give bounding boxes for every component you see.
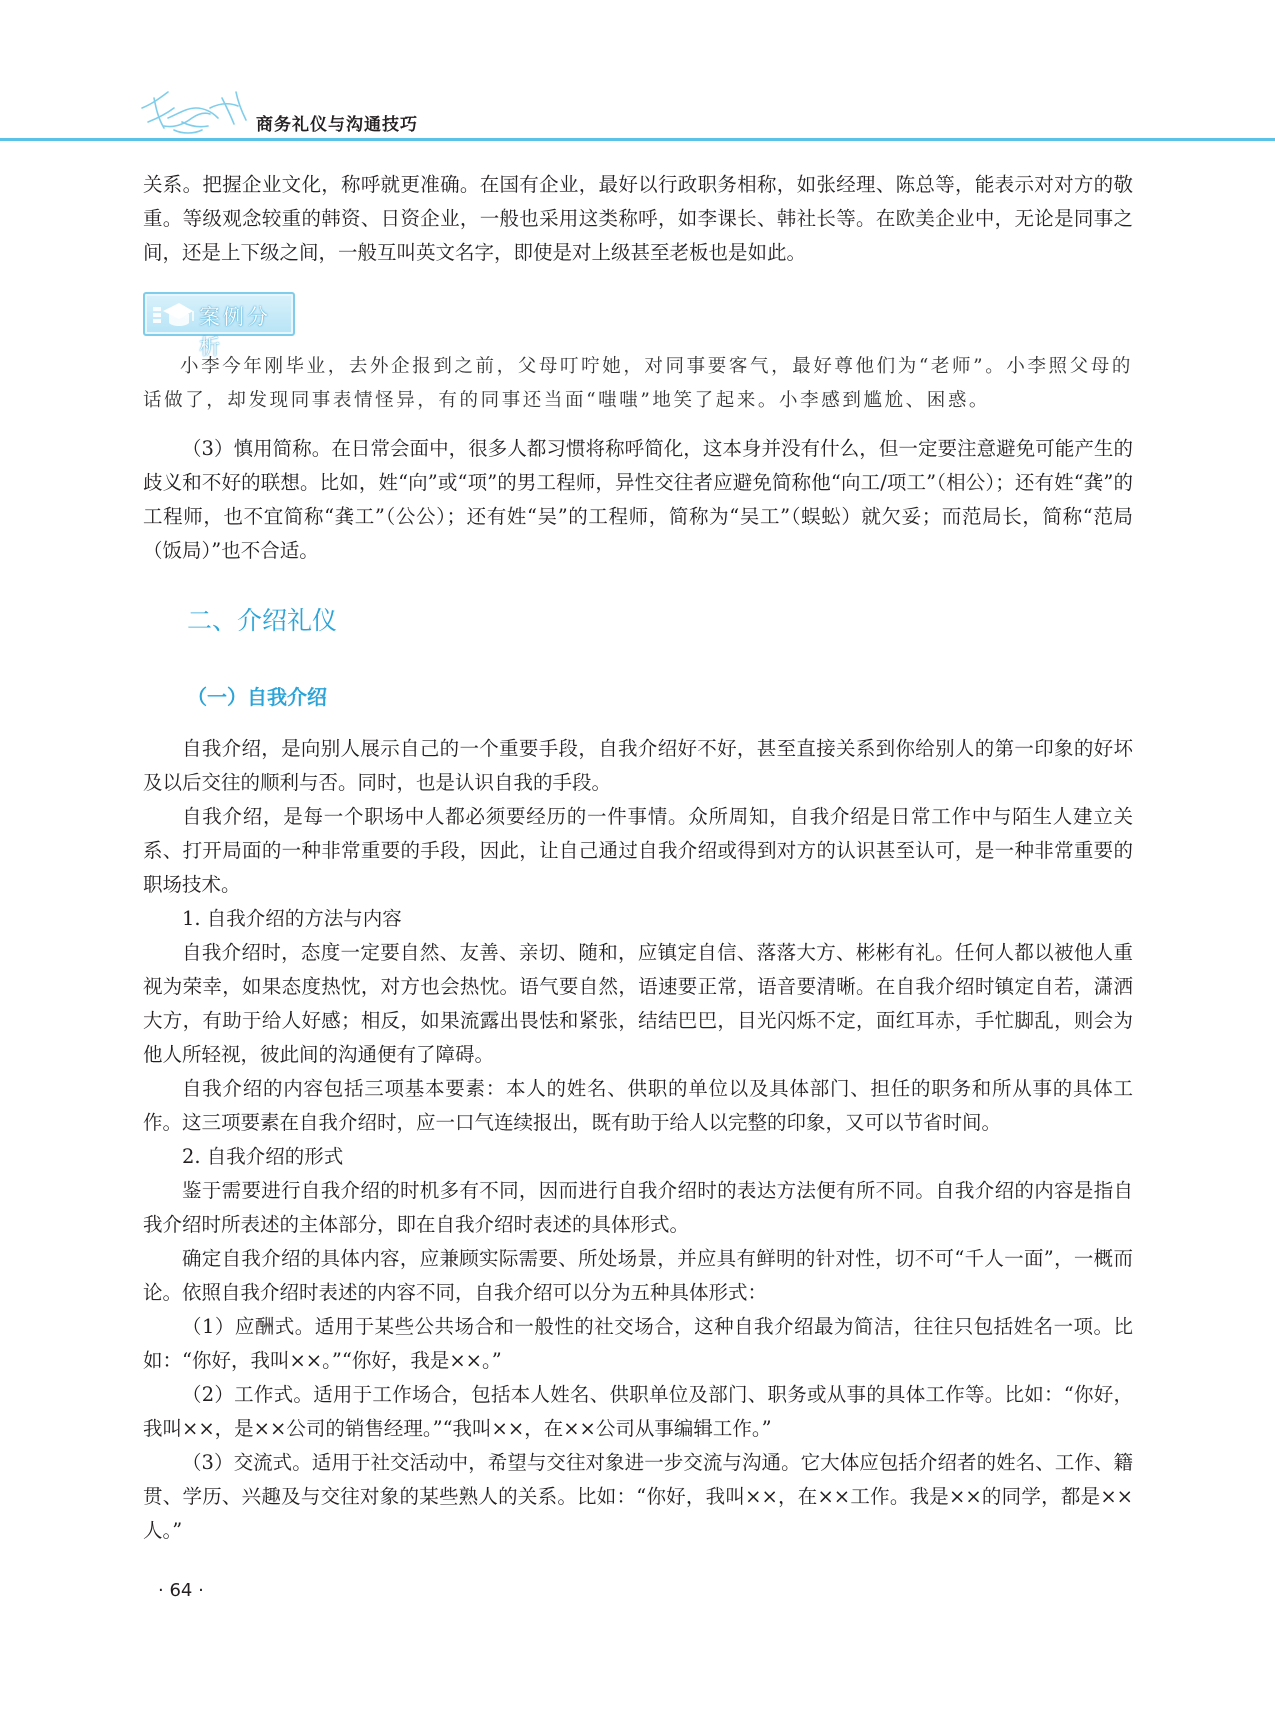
page-number: · 64 · xyxy=(158,1580,204,1601)
page-header xyxy=(0,0,1275,150)
body-paragraph: （1）应酬式。适用于某些公共场合和一般性的社交场合，这种自我介绍最为简洁，往往只包括姓名一项。比如：“你好，我叫××。”“你好，我是××。” xyxy=(143,1315,1133,1372)
body-paragraph: 自我介绍的内容包括三项基本要素：本人的姓名、供职的单位以及具体部门、担任的职务和所从事的具体工作。这三项要素在自我介绍时，应一口气连续报出，既有助于给人以完整的印象，又可以节省时间。 xyxy=(143,1077,1133,1134)
body-paragraph: 自我介绍，是每一个职场中人都必须要经历的一件事情。众所周知，自我介绍是日常工作中与陌生人建立关系、打开局面的一种非常重要的手段，因此，让自己通过自我介绍或得到对方的认识甚至认可，是一种非常重要的职场技术。 xyxy=(143,805,1133,896)
body-paragraph: 鉴于需要进行自我介绍的时机多有不同，因而进行自我介绍时的表达方法便有所不同。自我介绍的内容是指自我介绍时所表述的主体部分，即在自我介绍时表述的具体形式。 xyxy=(143,1179,1133,1236)
section-title: 二、介绍礼仪 xyxy=(187,606,338,635)
body-paragraph: 自我介绍，是向别人展示自己的一个重要手段，自我介绍好不好，甚至直接关系到你给别人的第一印象的好坏及以后交往的顺利与否。同时，也是认识自我的手段。 xyxy=(143,737,1133,794)
header-book-title: 商务礼仪与沟通技巧 xyxy=(256,115,418,135)
subsection-title: （一）自我介绍 xyxy=(187,685,327,709)
handshake-logo-icon xyxy=(138,78,250,136)
case-analysis-box xyxy=(143,292,295,359)
body-subheading: 1. 自我介绍的方法与内容 xyxy=(182,907,402,930)
body-paragraph: （2）工作式。适用于工作场合，包括本人姓名、供职单位及部门、职务或从事的具体工作等。比如：“你好，我叫××，是××公司的销售经理。”“我叫××，在××公司从事编辑工作。” xyxy=(143,1383,1133,1440)
header-divider xyxy=(0,138,1275,141)
graduation-cap-icon xyxy=(151,299,195,331)
paragraph-continuation: 关系。把握企业文化，称呼就更准确。在国有企业，最好以行政职务相称，如张经理、陈总等，能表示对对方的敬重。等级观念较重的韩资、日资企业，一般也采用这类称呼，如李课长、韩社长等。在欧美企业中，无论是同事之间，还是上下级之间，一般互叫英文名字，即使是对上级甚至老板也是如此。 xyxy=(143,173,1133,264)
body-paragraph: （3）交流式。适用于社交活动中，希望与交往对象进一步交流与沟通。它大体应包括介绍者的姓名、工作、籍贯、学历、兴趣及与交往对象的某些熟人的关系。比如：“你好，我叫××，在××工作。我是××的同学，都是××人。” xyxy=(143,1451,1133,1542)
body-paragraph: 确定自我介绍的具体内容，应兼顾实际需要、所处场景，并应具有鲜明的针对性，切不可“千人一面”，一概而论。依照自我介绍时表述的内容不同，自我介绍可以分为五种具体形式： xyxy=(143,1247,1133,1304)
paragraph-abbreviation: （3）慎用简称。在日常会面中，很多人都习惯将称呼简化，这本身并没有什么，但一定要注意避免可能产生的歧义和不好的联想。比如，姓“向”或“项”的男工程师，异性交往者应避免简称他“向工/项工”（相公）；还有姓“龚”的工程师，也不宜简称“龚工”（公公）；还有姓“吴”的工程师，简称为“吴工”（蜈蚣）就欠妥；而范局长，简称“范局（饭局）”也不合适。 xyxy=(143,437,1133,562)
body-paragraph: 自我介绍时，态度一定要自然、友善、亲切、随和，应镇定自信、落落大方、彬彬有礼。任何人都以被他人重视为荣幸，如果态度热忱，对方也会热忱。语气要自然，语速要正常，语音要清晰。在自我介绍时镇定自若，潇洒大方，有助于给人好感；相反，如果流露出畏怯和紧张，结结巴巴，目光闪烁不定，面红耳赤，手忙脚乱，则会为他人所轻视，彼此间的沟通便有了障碍。 xyxy=(143,941,1133,1066)
case-analysis-text: 小李今年刚毕业，去外企报到之前，父母叮咛她，对同事要客气，最好尊他们为“老师”。小李照父母的话做了，却发现同事表情怪异，有的同事还当面“嗤嗤”地笑了起来。小李感到尴尬、困惑。 xyxy=(143,356,1133,411)
body-subheading: 2. 自我介绍的形式 xyxy=(182,1145,344,1168)
page-content xyxy=(143,168,1133,1548)
case-analysis-label: 案例分析 xyxy=(199,305,271,359)
